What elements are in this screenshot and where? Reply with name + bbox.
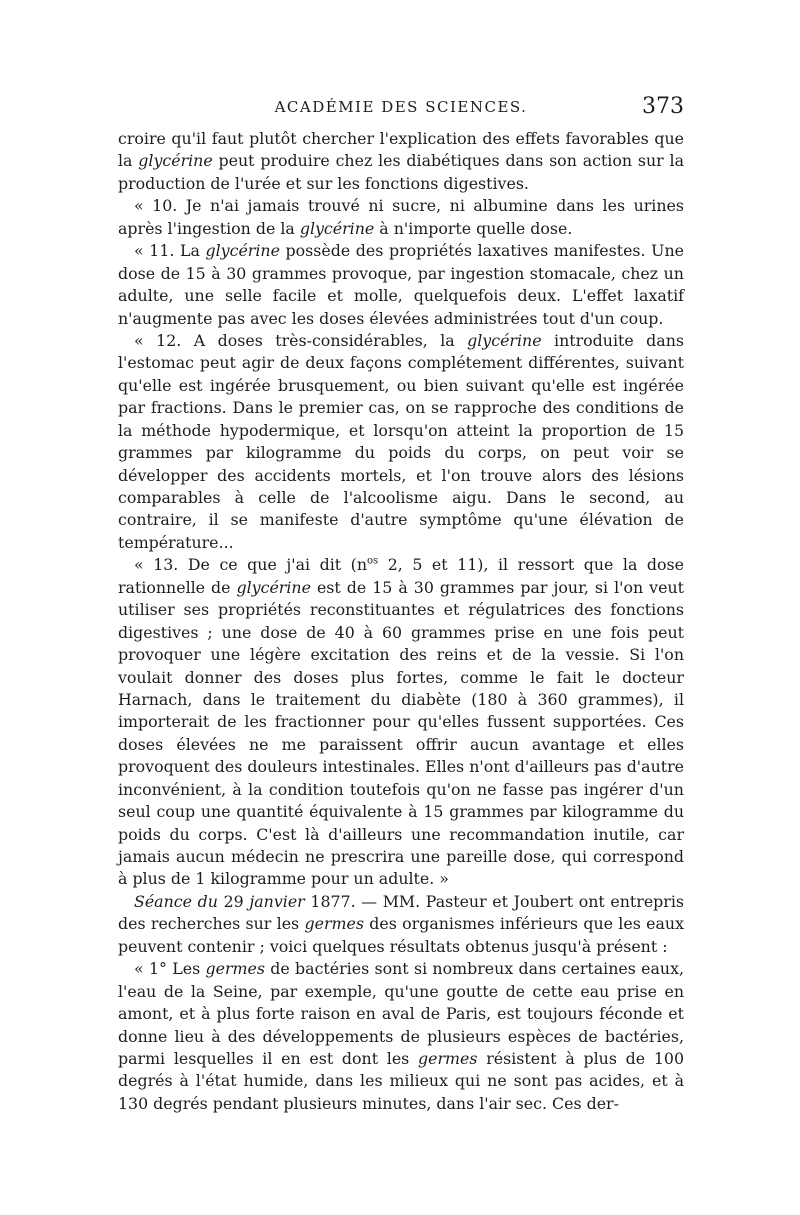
text-run: « 10. Je n'ai jamais trouvé ni sucre, ni albumine dans les urines après l'ingestion de la xyxy=(118,196,684,238)
italic-term: janvier xyxy=(249,891,305,911)
text-run: « 1° Les xyxy=(134,959,206,979)
paragraph xyxy=(118,891,684,958)
text-run: des organismes inférieurs que les eaux peuvent contenir ; voici quelques résultats obtenus jusqu'à présent : xyxy=(118,914,684,956)
italic-term: germes xyxy=(418,1048,478,1068)
superscript: os xyxy=(367,556,379,568)
page-number: 373 xyxy=(642,94,684,119)
text-run: 29 xyxy=(217,891,250,911)
text-run: croire qu'il faut plutôt chercher l'explication des effets favorables que la xyxy=(118,129,684,171)
text-run: à n'importe quelle dose. xyxy=(374,218,573,238)
text-body xyxy=(118,128,684,1115)
text-run: « 12. A doses très-considérables, la xyxy=(134,330,468,350)
text-run: 1877. — MM. Pasteur et Joubert ont entrepris des recherches sur les xyxy=(118,891,684,934)
italic-term: Séance du xyxy=(134,891,218,911)
italic-term: germes xyxy=(205,959,265,979)
text-run: possède des propriétés laxatives manifestes. Une dose de 15 à 30 grammes provoque, par ingestion stomacale, chez un adulte, une selle facile et molle, quelquefois deux. L'effet laxatif n'augmente pas avec les doses élevées administrées tout d'un coup. xyxy=(118,241,684,328)
paragraph xyxy=(118,240,684,330)
italic-term: germes xyxy=(304,914,364,934)
text-run: introduite dans l'estomac peut agir de deux façons complétement différentes, suivant qu'elle est ingérée brusquement, ou bien suivant qu'elle est ingérée par fractions. Dans le premier cas, on se rapproche des conditions de la méthode hypodermique, et lorsqu'on atteint la proportion de 15 grammes par kilogramme du poids du corps, on peut voir se développer des accidents mortels, et l'on trouve alors des lésions comparables à celle de l'alcoolisme aigu. Dans le second, au contraire, il se manifeste d'autre symptôme qu'une élévation de température... xyxy=(118,330,684,552)
paragraph xyxy=(118,330,684,554)
italic-term: glycérine xyxy=(138,151,213,171)
paragraph xyxy=(118,958,684,1115)
italic-term: glycérine xyxy=(299,218,375,238)
italic-term: glycérine xyxy=(205,241,280,261)
text-run: 2, 5 et 11), il ressort que la dose rationnelle de xyxy=(118,555,684,597)
italic-term: glycérine xyxy=(236,577,311,597)
page-header xyxy=(118,96,684,122)
running-title: ACADÉMIE DES SCIENCES. xyxy=(274,98,528,116)
text-run: résistent à plus de 100 degrés à l'état humide, dans les milieux qui ne sont pas acides, et à 130 degrés pendant plusieurs minutes, dans l'air sec. Ces der- xyxy=(118,1048,685,1113)
text-run: peut produire chez les diabétiques dans son action sur la production de l'urée et sur les fonctions digestives. xyxy=(118,151,684,193)
paragraph xyxy=(118,554,684,891)
italic-term: glycérine xyxy=(467,330,542,350)
text-run: de bactéries sont si nombreux dans certaines eaux, l'eau de la Seine, par exemple, qu'une goutte de cette eau prise en amont, et à plus forte raison en aval de Paris, est toujours féconde et donne lieu à des développements de plusieurs espèces de bactéries, parmi lesquelles il en est dont les xyxy=(118,959,685,1068)
text-run: « 13. De ce que j'ai dit (n xyxy=(134,555,368,575)
paragraph xyxy=(118,195,684,240)
text-run: est de 15 à 30 grammes par jour, si l'on veut utiliser ses propriétés reconstituantes et régulatrices des fonctions digestives ; une dose de 40 à 60 grammes prise en une fois peut provoquer une légère excitation des reins et de la vessie. Si l'on voulait donner des doses plus fortes, comme le fait le docteur Harnach, dans le traitement du diabète (180 à 360 grammes), il importerait de les fractionner pour qu'elles fussent supportées. Ces doses élevées ne me paraissent offrir aucun avantage et elles provoquent des douleurs intestinales. Elles n'ont d'ailleurs pas d'autre inconvénient, à la condition toutefois qu'on ne fasse pas ingérer d'un seul coup une quantité équivalente à 15 grammes par kilogramme du poids du corps. C'est là d'ailleurs une recommandation inutile, car jamais aucun médecin ne prescrira une pareille dose, qui correspond à plus de 1 kilogramme pour un adulte. » xyxy=(118,577,684,889)
text-run: « 11. La xyxy=(134,241,206,261)
paragraph xyxy=(118,128,684,195)
